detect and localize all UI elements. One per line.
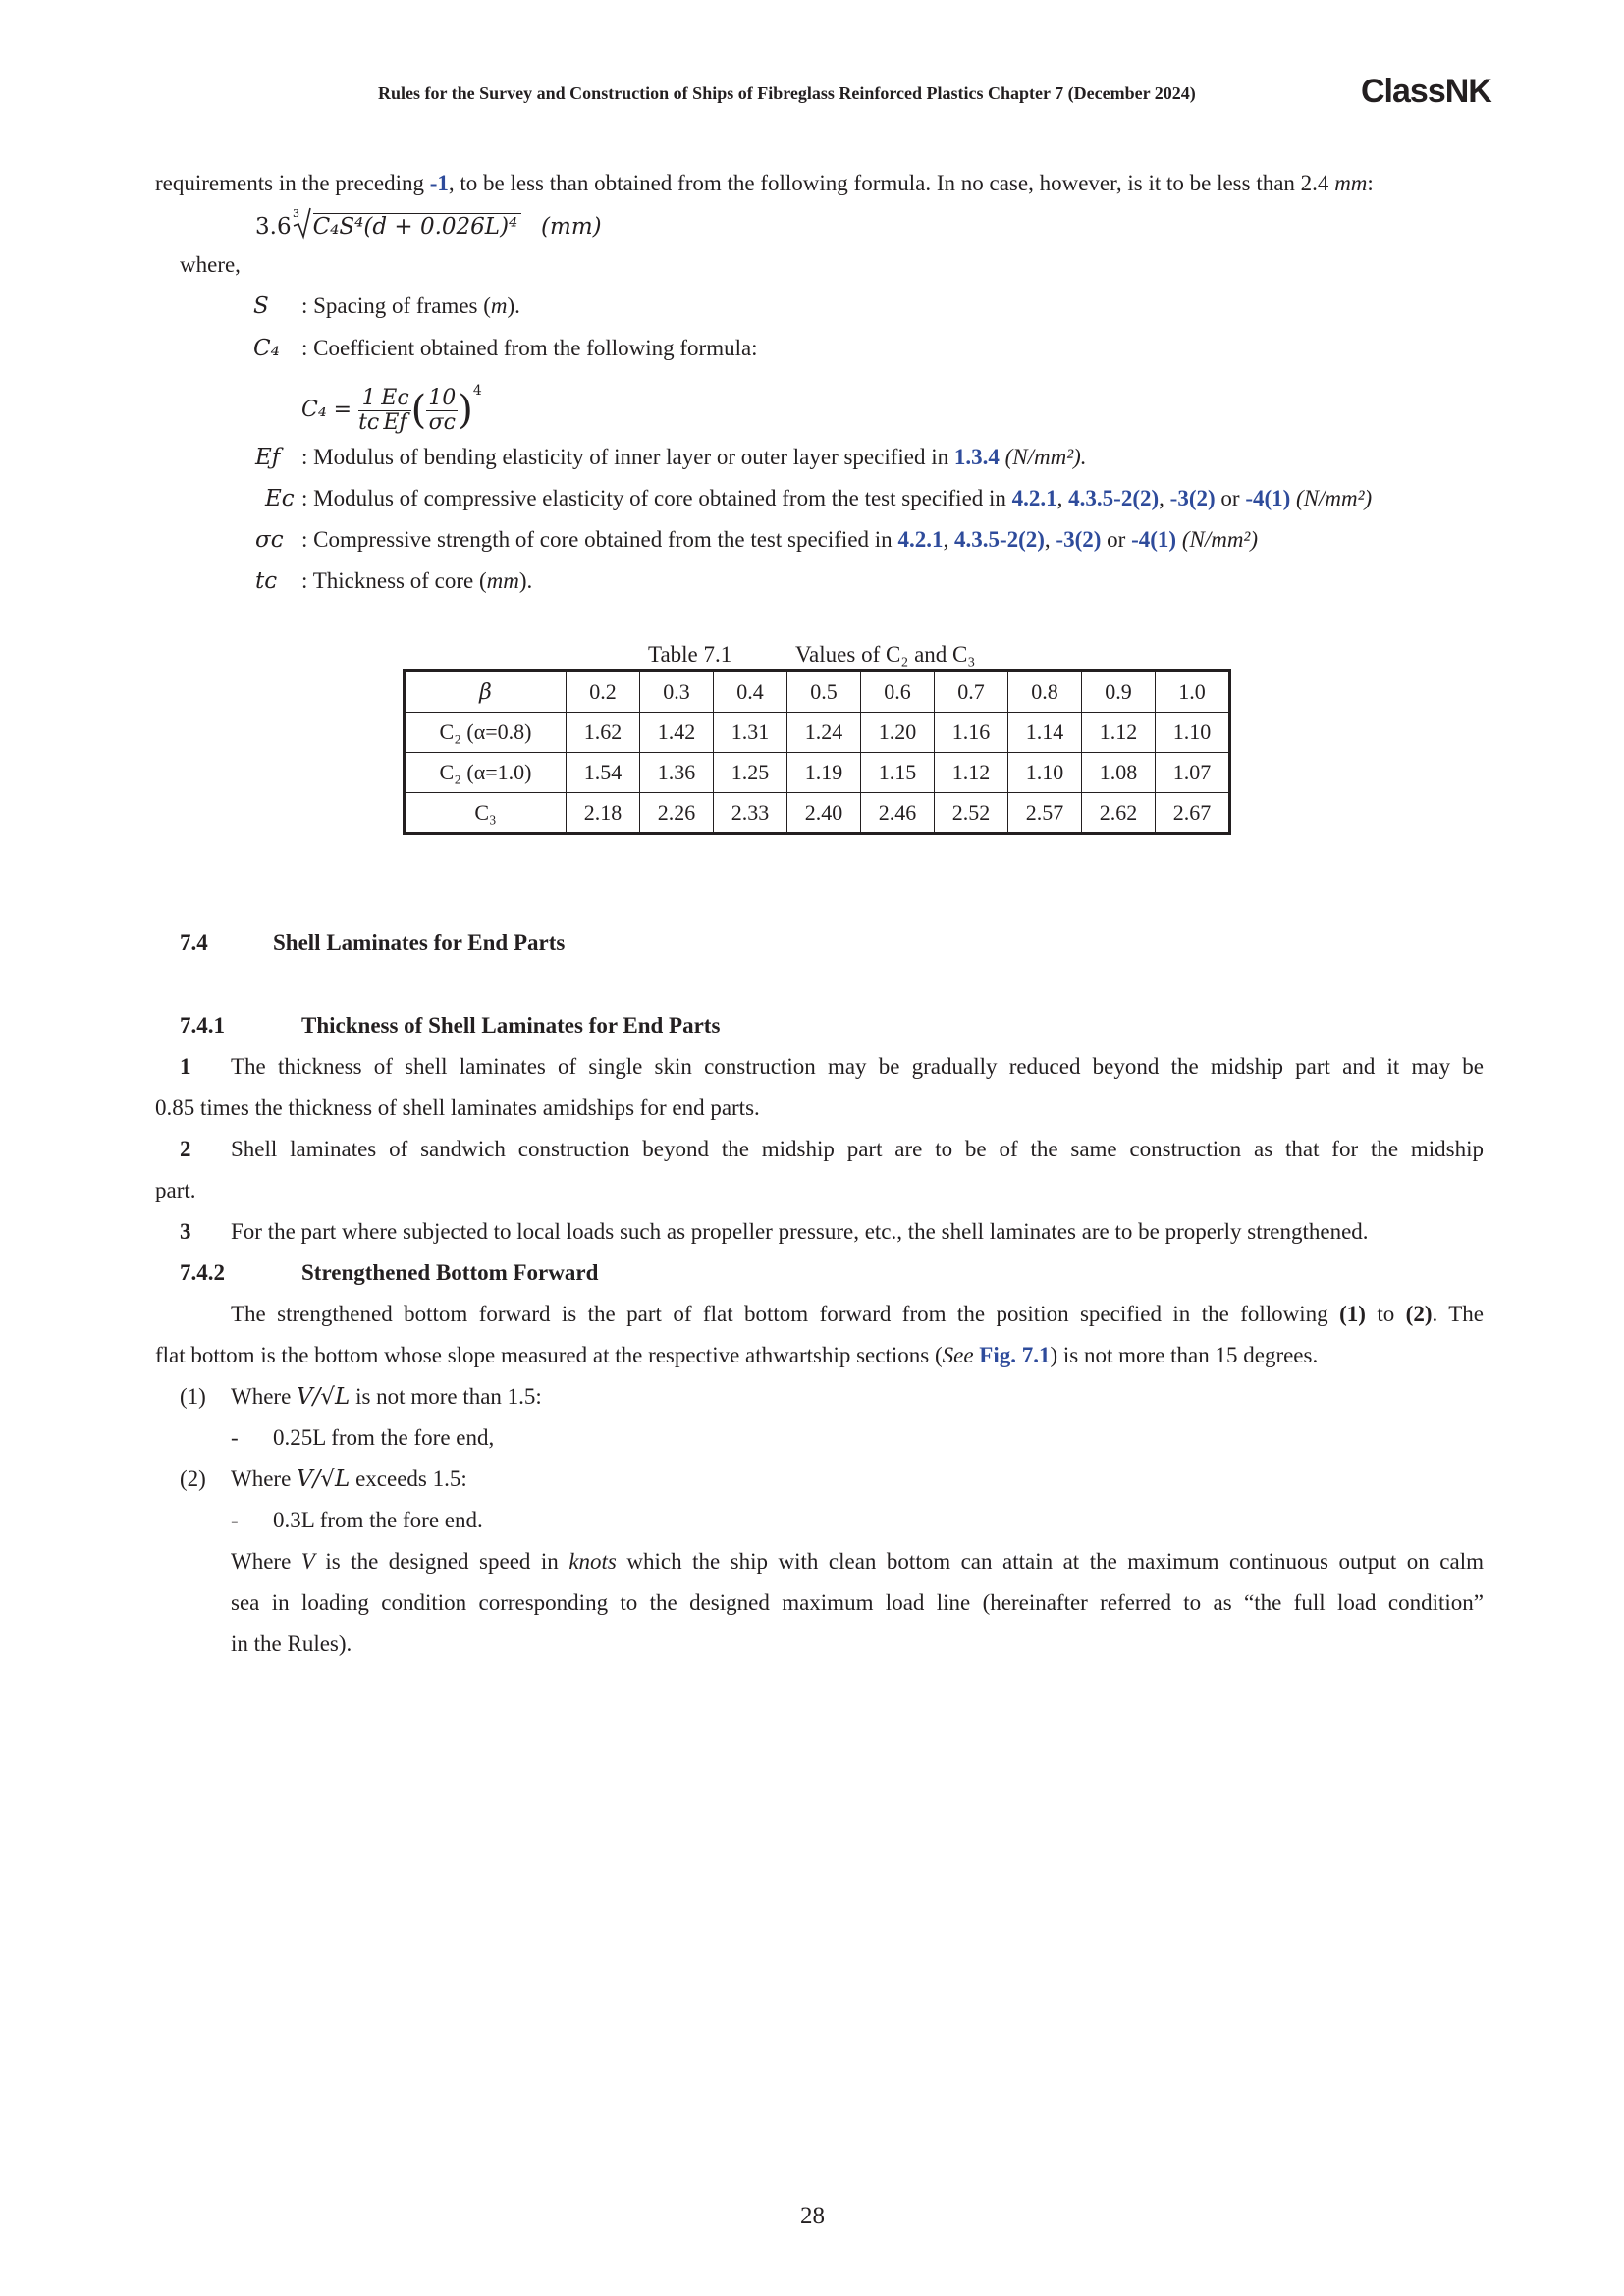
frac-num: 1: [358, 387, 379, 411]
para-text: Where: [231, 1549, 301, 1574]
list-text: Where: [231, 1384, 292, 1409]
def-tc: [301, 566, 532, 596]
paragraph-text: For the part where subjected to local loads such as propeller pressure, etc., the shell laminates are to be properly strengthened.: [231, 1219, 1369, 1244]
table-cell: 1.62: [567, 713, 640, 753]
def-tc-unit: mm: [486, 568, 519, 593]
para-text: to: [1365, 1302, 1406, 1326]
ref-link[interactable]: -3(2): [1169, 486, 1216, 510]
table-caption-number: Table 7.1: [648, 642, 732, 667]
def-ef-text: : Modulus of bending elasticity of inner layer or outer layer specified in: [301, 445, 954, 469]
ref-link[interactable]: 4.2.1: [897, 527, 944, 552]
def-ec: : Modulus of compressive elasticity of core obtained from the test specified in 4.2.1, 4.3.5-2(2), -3(2) or -4(1) (N/mm²): [301, 486, 1373, 510]
def-symbol-c4: C₄: [253, 336, 280, 361]
ref-link[interactable]: 4.3.5-2(2): [953, 527, 1045, 552]
list-subitem: 0.3L from the fore end.: [273, 1508, 483, 1532]
exponent: 4: [472, 383, 482, 399]
def-ef-unit: (N/mm²).: [999, 445, 1087, 469]
ref-link[interactable]: -4(1): [1245, 486, 1291, 510]
table-cell: 2.62: [1082, 793, 1156, 834]
table-cell: 1.24: [787, 713, 861, 753]
table-cell: 2.26: [640, 793, 714, 834]
see-word: See: [942, 1343, 974, 1367]
table-cell: 2.33: [714, 793, 787, 834]
table-header-cell: 0.7: [935, 671, 1008, 713]
def-ef: [301, 443, 1087, 472]
thickness-formula: [255, 206, 602, 246]
def-sigma-unit: (N/mm²): [1181, 527, 1258, 552]
table-header-cell: 0.3: [640, 671, 714, 713]
para-text: The strengthened bottom forward is the part of flat bottom forward from the position specified in the following: [231, 1302, 1340, 1326]
def-s: [301, 292, 520, 321]
def-s-text: : Spacing of frames (: [301, 294, 491, 318]
colon: :: [1367, 171, 1374, 195]
formula-unit: (mm): [541, 214, 602, 240]
list-number: (2): [180, 1467, 206, 1491]
svg-text:3: 3: [292, 207, 299, 220]
table-header-cell: 0.8: [1008, 671, 1082, 713]
cube-root-symbol: [292, 206, 313, 240]
frac-den: Eƒ: [383, 409, 407, 435]
def-tc-text: : Thickness of core (: [301, 568, 487, 593]
table-cell: 1.25: [714, 753, 787, 793]
ref-link[interactable]: -1: [429, 171, 449, 195]
para-text: ) is not more than 15 degrees.: [1050, 1343, 1319, 1367]
frac-num: Eᴄ: [381, 385, 409, 410]
right-paren: ): [458, 388, 473, 433]
speed-length-ratio: V/√L: [297, 1467, 351, 1492]
table-header-row: [405, 671, 1230, 713]
section-title: Shell Laminates for End Parts: [273, 931, 566, 955]
subsection-number: 7.4.2: [180, 1260, 225, 1285]
frac-den: σᴄ: [428, 409, 456, 435]
table-cell: 1.19: [787, 753, 861, 793]
intro-text-b: , to be less than obtained from the following formula. In no case, however, is it to be less than 2.4: [448, 171, 1335, 195]
ref-link[interactable]: -4(1): [1131, 527, 1177, 552]
para-text: . The: [1432, 1302, 1485, 1326]
formula-radicand: C₄S⁴(d + 0.026L)⁴: [313, 213, 522, 240]
list-text: is not more than 1.5:: [355, 1384, 542, 1409]
table-cell: 1.15: [861, 753, 935, 793]
subsection-number: 7.4.1: [180, 1013, 225, 1038]
intro-text-a: requirements in the preceding: [155, 171, 430, 195]
def-sigma-text: : Compressive strength of core obtained from the test specified in: [301, 527, 898, 552]
table-cell: 1.10: [1008, 753, 1082, 793]
def-symbol-sigma: σᴄ: [255, 527, 284, 553]
list-dash: -: [231, 1425, 239, 1450]
paragraph-number: 1: [180, 1054, 191, 1079]
table-header-cell: 0.6: [861, 671, 935, 713]
table-header-cell: 0.4: [714, 671, 787, 713]
def-symbol-tc: tᴄ: [255, 568, 278, 594]
para-text: flat bottom is the bottom whose slope measured at the respective athwartship sections (: [155, 1343, 943, 1367]
intro-line: [155, 169, 1374, 198]
classnk-logo: ClassNK: [1361, 73, 1491, 110]
table-cell: 2.40: [787, 793, 861, 834]
fraction-ec-over-ef: [379, 387, 410, 435]
def-ec-unit: (N/mm²): [1296, 486, 1373, 510]
table-cell: 1.31: [714, 713, 787, 753]
paragraph-number: 2: [180, 1137, 191, 1161]
ref-link[interactable]: 1.3.4: [953, 445, 1000, 469]
paragraph-text: [155, 1341, 1318, 1370]
fraction-1-over-tc: [358, 387, 379, 435]
speed-length-ratio: V/√L: [297, 1384, 351, 1410]
def-s-tail: ).: [507, 294, 520, 318]
ref-link[interactable]: 4.2.1: [1011, 486, 1057, 510]
table-cell: 1.20: [861, 713, 935, 753]
table-header-cell: 0.9: [1082, 671, 1156, 713]
table-cell: 1.42: [640, 713, 714, 753]
paragraph-text: sea in loading condition corresponding to the designed maximum load line (hereinafter referred to as “the full load condition”: [231, 1590, 1484, 1615]
paragraph-text: [231, 1300, 1484, 1329]
unit-knots: knots: [568, 1549, 617, 1574]
table-cell: 2.67: [1156, 793, 1230, 834]
frac-num: 10: [428, 385, 457, 410]
paragraph-number: 3: [180, 1219, 191, 1244]
table-header-cell: 0.2: [567, 671, 640, 713]
table-header-cell: 1.0: [1156, 671, 1230, 713]
table-cell: 1.16: [935, 713, 1008, 753]
paragraph-text: Shell laminates of sandwich construction beyond the midship part are to be of the same construction as that for the midship: [231, 1137, 1484, 1161]
subsection-title: Strengthened Bottom Forward: [301, 1260, 599, 1285]
def-symbol-s: S: [253, 294, 269, 319]
item-ref: (2): [1405, 1302, 1433, 1326]
def-symbol-ec: Eᴄ: [265, 486, 295, 511]
list-number: (1): [180, 1384, 206, 1409]
def-ec-text: : Modulus of compressive elasticity of core obtained from the test specified in: [301, 486, 1012, 510]
frac-den: tᴄ: [358, 409, 380, 435]
page-number: 28: [800, 2203, 825, 2229]
paragraph-text: in the Rules).: [231, 1631, 352, 1656]
coefficients-table: [403, 669, 1231, 835]
para-text: is the designed speed in: [314, 1549, 569, 1574]
table-header-cell: 0.5: [787, 671, 861, 713]
def-symbol-ef: Eƒ: [255, 445, 281, 470]
symbol-v: V: [300, 1549, 315, 1574]
table-cell: 1.36: [640, 753, 714, 793]
formula-coefficient: 3.6: [255, 214, 292, 240]
def-tc-tail: ).: [518, 568, 533, 593]
table-row: [405, 753, 1230, 793]
table-cell: 1.54: [567, 753, 640, 793]
left-paren: (: [410, 388, 427, 433]
where-label: where,: [180, 252, 241, 277]
table-caption-title: Values of C₂ and C₃: [795, 642, 976, 667]
list-dash: -: [231, 1508, 239, 1532]
table-row: [405, 713, 1230, 753]
unit-mm: mm: [1334, 171, 1368, 195]
ref-link[interactable]: -3(2): [1056, 527, 1102, 552]
table-row-label: C₂ (α=1.0): [405, 753, 567, 793]
paragraph-text: part.: [155, 1178, 196, 1202]
table-cell: 1.12: [935, 753, 1008, 793]
table-cell: 1.12: [1082, 713, 1156, 753]
def-s-unit: m: [490, 294, 508, 318]
table-cell: 1.07: [1156, 753, 1230, 793]
table-cell: 1.08: [1082, 753, 1156, 793]
table-cell: 2.18: [567, 793, 640, 834]
table-row-label: C₂ (α=0.8): [405, 713, 567, 753]
def-sigma: : Compressive strength of core obtained from the test specified in 4.2.1, 4.3.5-2(2), -3(2) or -4(1) (N/mm²): [301, 527, 1258, 552]
para-text: which the ship with clean bottom can attain at the maximum continuous output on calm: [616, 1549, 1484, 1574]
list-text: exceeds 1.5:: [355, 1467, 467, 1491]
table-cell: 1.14: [1008, 713, 1082, 753]
table-cell: 2.46: [861, 793, 935, 834]
list-item: [231, 1382, 542, 1412]
list-subitem: 0.25L from the fore end,: [273, 1425, 495, 1450]
paragraph-text: [231, 1547, 1484, 1576]
subsection-title: Thickness of Shell Laminates for End Parts: [301, 1013, 721, 1038]
table-cell: 2.57: [1008, 793, 1082, 834]
table-header-cell: β: [405, 671, 567, 713]
list-text: Where: [231, 1467, 292, 1491]
table-row-label: C₃: [405, 793, 567, 834]
paragraph-text: 0.85 times the thickness of shell laminates amidships for end parts.: [155, 1095, 760, 1120]
c4-lhs: C₄ =: [301, 398, 352, 422]
paragraph-text: The thickness of shell laminates of single skin construction may be gradually reduced beyond the midship part and it may be: [231, 1054, 1484, 1079]
running-header: Rules for the Survey and Construction of Ships of Fibreglass Reinforced Plastics Chapter 7 (December 2024): [378, 83, 1196, 103]
def-c4: : Coefficient obtained from the following formula:: [301, 336, 758, 360]
figure-ref-link[interactable]: Fig. 7.1: [979, 1343, 1051, 1367]
c4-formula: [301, 365, 482, 436]
table-row: [405, 793, 1230, 834]
item-ref: (1): [1339, 1302, 1366, 1326]
section-number: 7.4: [180, 931, 208, 955]
fraction-10-over-sigma: [426, 387, 458, 435]
table-cell: 2.52: [935, 793, 1008, 834]
ref-link[interactable]: 4.3.5-2(2): [1068, 486, 1160, 510]
table-cell: 1.10: [1156, 713, 1230, 753]
list-item: [231, 1465, 467, 1494]
